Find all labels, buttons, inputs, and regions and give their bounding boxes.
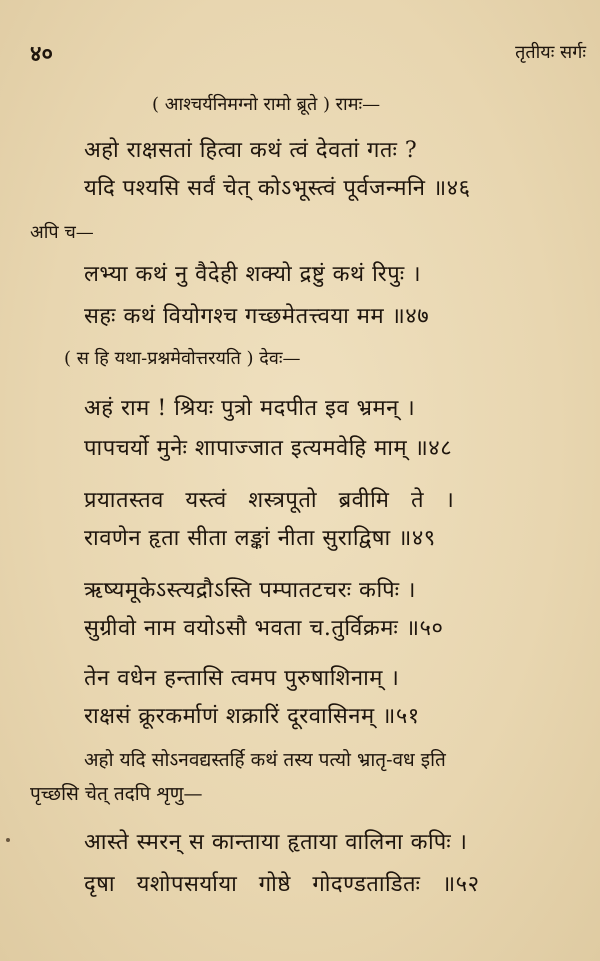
verse-line: आस्ते स्मरन् स कान्ताया हृताया वालिना कपिः । bbox=[84, 830, 468, 855]
chapter-title: तृतीयः सर्गः bbox=[515, 42, 586, 63]
verse-line: सहः कथं वियोगश्च गच्छमेतत्त्वया मम ॥४७ bbox=[84, 304, 430, 329]
verse-line: राक्षसं क्रूरकर्माणं शक्रारिं दूरवासिनम् ॥५१ bbox=[84, 704, 420, 729]
margin-mark bbox=[6, 838, 10, 842]
stage-direction: ( स हि यथा-प्रश्नमेवोत्तरयति ) देवः— bbox=[64, 348, 301, 369]
verse-line: अहो राक्षसतां हित्वा कथं त्वं देवतां गतः ? bbox=[84, 138, 418, 163]
speaker-note: अपि च— bbox=[30, 222, 94, 243]
page-header bbox=[30, 38, 586, 68]
page-number: ४० bbox=[30, 41, 53, 67]
verse-line: रावणेन हृता सीता लङ्कां नीता सुराद्विषा ॥४९ bbox=[84, 526, 436, 551]
verse-line: प्रयातस्तव यस्त्वं शस्त्रपूतो ब्रवीमि ते । bbox=[84, 488, 455, 513]
prose-line: पृच्छसि चेत् तदपि शृणु— bbox=[30, 783, 203, 805]
verse-line: सुग्रीवो नाम वयोऽसौ भवता च.तुर्विक्रमः ॥५० bbox=[84, 616, 444, 641]
verse-line: पापचर्यो मुनेः शापाज्जात इत्यमवेहि माम् ॥४८ bbox=[84, 436, 453, 461]
stage-direction: ( आश्चर्यनिमग्नो रामो ब्रूते ) रामः— bbox=[152, 94, 381, 115]
verse-line: यदि पश्यसि सर्वं चेत् कोऽभूस्त्वं पूर्वजन्मनि ॥४६ bbox=[84, 176, 471, 201]
prose-line: अहो यदि सोऽनवद्यस्तर्हि कथं तस्य पत्यो भ्रातृ-वध इति bbox=[84, 749, 446, 771]
verse-line: तेन वधेन हन्तासि त्वमप पुरुषाशिनाम् । bbox=[84, 666, 400, 691]
verse-line: दृषा यशोपसर्याया गोष्ठे गोदण्डताडितः ॥५२ bbox=[84, 872, 480, 897]
verse-line: अहं राम ! श्रियः पुत्रो मदपीत इव भ्रमन् । bbox=[84, 396, 416, 421]
verse-line: लभ्या कथं नु वैदेही शक्यो द्रष्टुं कथं रिपुः । bbox=[84, 262, 422, 287]
verse-line: ऋष्यमूकेऽस्त्यद्रौऽस्ति पम्पातटचरः कपिः । bbox=[84, 578, 416, 603]
